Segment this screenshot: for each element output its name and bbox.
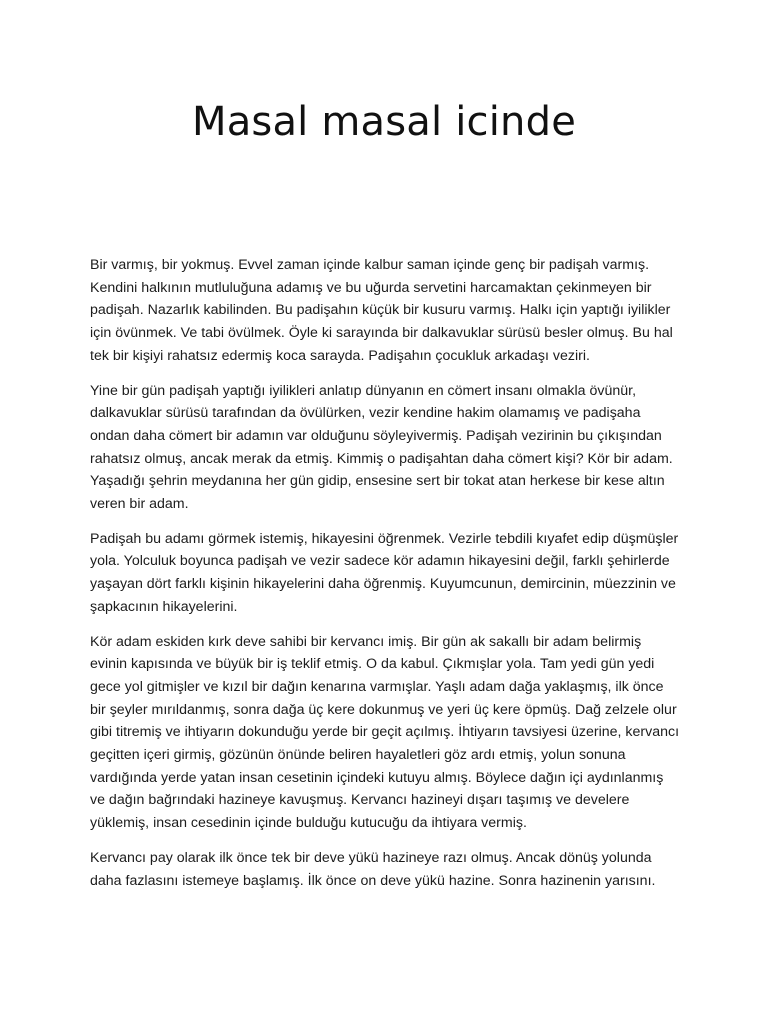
paragraph-1: Bir varmış, bir yokmuş. Evvel zaman içinde kalbur saman içinde genç bir padişah varmış. Kendini halkının mutluluğuna adamış ve bu uğurda servetini harcamaktan çekinmeyen bir padişah. Nazarlık kabilinden. Bu padişahın küçük bir kusuru varmış. Halkı için yaptığı iyilikler için övünmek. Ve tabi övülmek. Öyle ki sarayında bir dalkavuklar sürüsü besler olmuş. Bu hal tek bir kişiyi rahatsız edermiş koca sarayda. Padişahın çocukluk arkadaşı veziri. (90, 257, 673, 364)
document-body (90, 254, 680, 904)
paragraph-2: Yine bir gün padişah yaptığı iyilikleri anlatıp dünyanın en cömert insanı olmakla övünür, dalkavuklar sürüsü tarafından da övülürken, vezir kendine hakim olamamış ve padişaha ondan daha cömert bir adamın var olduğunu söyleyivermiş. Padişah vezirinin bu çıkışından rahatsız olmuş, ancak merak da etmiş. Kimmiş o padişahtan daha cömert kişi? Kör bir adam. Yaşadığı şehrin meydanına her gün gidip, ensesine sert bir tokat atan herkese bir kese altın veren bir adam. (90, 382, 673, 513)
paragraph-4: Kör adam eskiden kırk deve sahibi bir kervancı imiş. Bir gün ak sakallı bir adam belirmiş evinin kapısında ve büyük bir iş teklif etmiş. O da kabul. Çıkmışlar yola. Tam yedi gün yedi gece yol gitmişler ve kızıl bir dağın kenarına varmışlar. Yaşlı adam dağa yaklaşmış, ilk önce bir şeyler mırıldanmış, sonra dağa üç kere dokunmuş ve yeri üç kere öpmüş. Dağ zelzele olur gibi titremiş ve ihtiyarın dokunduğu yerde bir geçit açılmış. İhtiyarın tavsiyesi üzerine, kervancı geçitten içeri girmiş, gözünün önünde beliren hayaletleri göz ardı etmiş, yolun sonuna vardığında yerde yatan insan cesetinin içindeki kutuyu almış. Böylece dağın içi aydınlanmış ve dağın bağrındaki hazineye kavuşmuş. Kervancı hazineyi dışarı taşımış ve develere yüklemiş, insan cesedinin içinde bulduğu kutucuğu da ihtiyara vermiş. (90, 633, 680, 832)
paragraph-3: Padişah bu adamı görmek istemiş, hikayesini öğrenmek. Vezirle tebdili kıyafet edip düşmüşler yola. Yolculuk boyunca padişah ve vezir sadece kör adamın hikayesini değil, farklı şehirlerde yaşayan dört farklı kişinin hikayelerini daha öğrenmiş. Kuyumcunun, demircinin, müezzinin ve şapkacının hikayelerini. (90, 530, 679, 615)
paragraph-5: Kervancı pay olarak ilk önce tek bir deve yükü hazineye razı olmuş. Ancak dönüş yolunda daha fazlasını istemeye başlamış. İlk önce on deve yükü hazine. Sonra hazinenin yarısını. (90, 849, 656, 889)
document-title: Masal masal icinde (191, 99, 577, 145)
